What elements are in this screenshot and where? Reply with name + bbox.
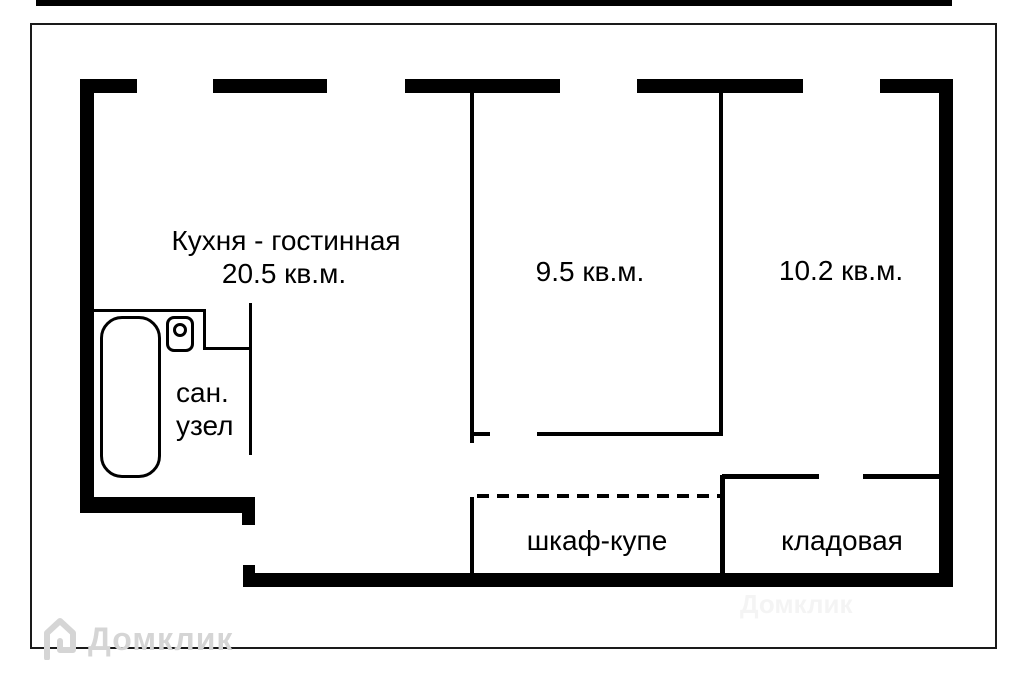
label-room-a-area: 9.5 кв.м. bbox=[535, 256, 645, 287]
watermark-text: Домклик bbox=[88, 621, 234, 657]
top-border-bar bbox=[36, 0, 952, 6]
wall-niche-bottom bbox=[203, 347, 251, 350]
bathtub bbox=[100, 316, 161, 478]
wall-bottom bbox=[243, 573, 953, 587]
wall-storage-top-right bbox=[863, 474, 940, 479]
domclick-house-icon bbox=[40, 614, 80, 665]
wall-storage-top-left bbox=[722, 474, 819, 479]
wall-room-a-room-b-divider bbox=[719, 93, 723, 434]
wall-room-a-bottom-right bbox=[537, 432, 723, 436]
watermark bbox=[40, 614, 233, 665]
label-wardrobe: шкаф-купе bbox=[526, 525, 668, 556]
wardrobe-dashed-boundary bbox=[477, 494, 720, 498]
watermark-faint: Домклик bbox=[740, 589, 853, 619]
wall-room-a-bottom-left bbox=[470, 432, 490, 436]
sink-faucet-icon bbox=[173, 323, 187, 337]
label-storage: кладовая bbox=[781, 525, 903, 556]
label-bathroom-line1: сан. bbox=[176, 377, 229, 408]
wall-bathroom-bottom-stub bbox=[242, 513, 255, 525]
wall-bottom-left-stub bbox=[243, 565, 255, 573]
wall-kitchen-room-a-divider bbox=[470, 93, 474, 443]
wall-bathroom-top bbox=[93, 309, 206, 312]
wall-wardrobe-left bbox=[470, 497, 474, 573]
wall-top-segment-3 bbox=[405, 79, 560, 93]
sink bbox=[166, 316, 194, 352]
wall-top-segment-2 bbox=[213, 79, 327, 93]
label-bathroom-line2: узел bbox=[176, 410, 234, 441]
wall-left bbox=[80, 79, 94, 513]
label-bathroom bbox=[176, 376, 234, 442]
wall-bathroom-bottom bbox=[80, 497, 255, 513]
label-kitchen-living-area: 20.5 кв.м. bbox=[221, 258, 347, 289]
wall-bathroom-right bbox=[249, 303, 252, 455]
wall-storage-left bbox=[720, 475, 725, 573]
wall-top-segment-4 bbox=[637, 79, 803, 93]
label-kitchen-living-name: Кухня - гостинная bbox=[171, 225, 401, 256]
wall-niche-left bbox=[203, 309, 206, 350]
label-room-b-area: 10.2 кв.м. bbox=[778, 255, 904, 286]
wall-right bbox=[939, 79, 953, 587]
